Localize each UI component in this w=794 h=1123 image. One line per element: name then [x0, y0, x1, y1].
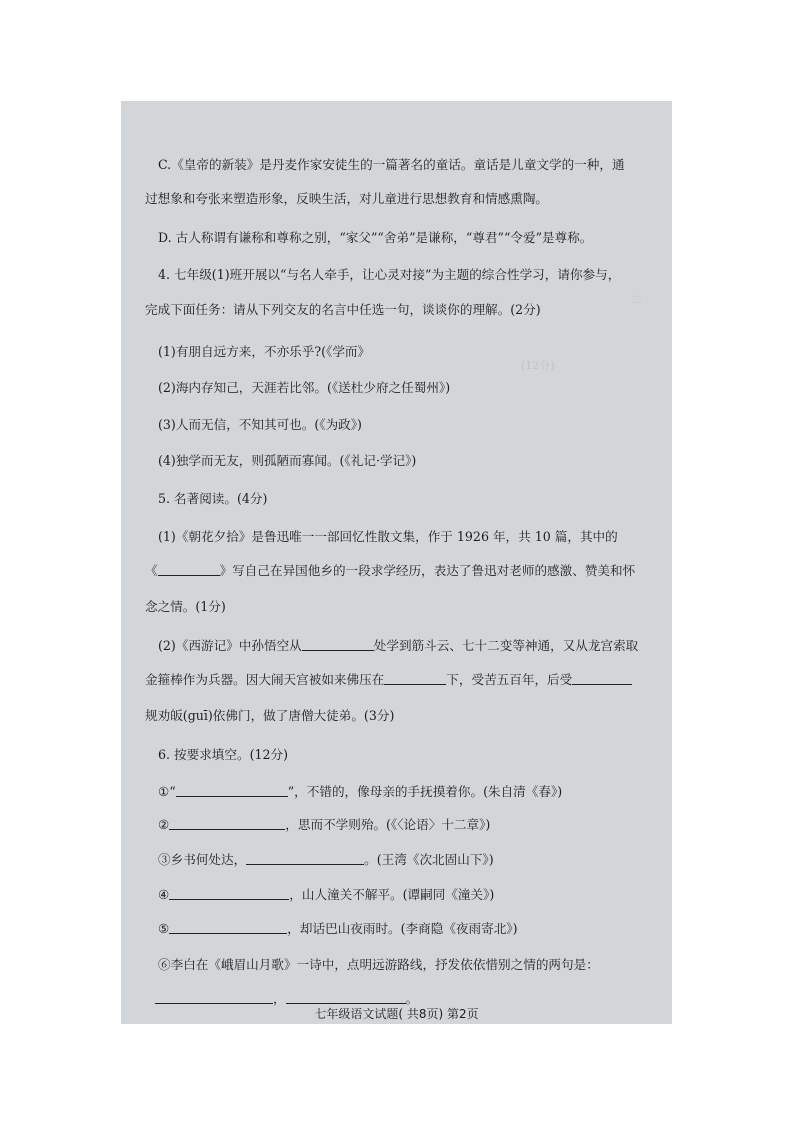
fill-item-6: ⑥李白在《峨眉山月歌》一诗中，点明远游路线，抒发依依惜别之情的两句是： [158, 957, 599, 972]
text-segment: 处学到筋斗云、七十二变等神通，又从龙宫索取 [373, 638, 639, 653]
text-segment: ”，不错的，像母亲的手抚摸着你。(朱自清《春》) [287, 784, 563, 799]
question-5-2-line2 [121, 672, 664, 688]
fill-item-4 [121, 887, 664, 903]
quote-3: (3)人而无信，不知其可也。(《为政》) [158, 417, 362, 432]
question-5-title: 5. 名著阅读。(4分) [158, 491, 268, 506]
fill-blank[interactable] [302, 638, 374, 651]
question-4-line1: 4. 七年级(1)班开展以“与名人牵手，让心灵对接”为主题的综合性学习，请你参与， [158, 267, 621, 282]
fill-blank[interactable] [286, 991, 406, 1004]
text-segment: 。(王湾《次北固山下》) [364, 852, 494, 867]
fill-item-2 [121, 817, 664, 833]
fill-item-6-answer [121, 991, 664, 1007]
fill-blank[interactable] [246, 852, 364, 865]
question-5-1-line1: (1)《朝花夕拾》是鲁迅唯一一部回忆性散文集，作于 1926 年，共 10 篇，其中的 [158, 529, 618, 544]
fill-blank[interactable] [155, 991, 273, 1004]
fill-blank[interactable] [169, 817, 285, 830]
quote-1: (1)有朋自远方来，不亦乐乎?(《学而》 [158, 344, 371, 359]
fill-blank[interactable] [176, 784, 288, 797]
text-segment: ，却话巴山夜雨时。(李商隐《夜雨寄北》) [287, 921, 518, 936]
text-segment: ①“ [158, 784, 176, 799]
exam-page [121, 101, 672, 1024]
fill-item-3 [121, 852, 664, 868]
question-4-line2: 完成下面任务：请从下列交友的名言中任选一句，谈谈你的理解。(2分) [145, 302, 541, 317]
fill-item-5 [121, 921, 664, 937]
question-5-2-line1 [121, 638, 664, 654]
text-segment: ② [158, 817, 170, 832]
text-segment: 》写自己在异国他乡的一段求学经历，表达了鲁迅对老师的感激、赞美和怀 [219, 563, 636, 578]
quote-4: (4)独学而无友，则孤陋而寡闻。(《礼记·学记》) [158, 453, 417, 468]
question-6-title: 6. 按要求填空。(12分) [158, 747, 289, 762]
text-segment: ， [273, 991, 286, 1006]
fill-blank[interactable] [158, 563, 220, 576]
text-segment: 下，受苦五百年，后受 [446, 672, 573, 687]
text-segment: ③乡书何处达， [158, 852, 247, 867]
fill-item-1 [121, 784, 664, 800]
text-segment: ④ [158, 887, 170, 902]
bleed-through-text: 二 [631, 293, 642, 306]
text-segment: ，山人潼关不解平。(谭嗣同《潼关》) [289, 887, 495, 902]
text-segment: 金箍棒作为兵器。因大闹天宫被如来佛压在 [145, 672, 385, 687]
question-5-1-line3: 念之情。(1分) [145, 599, 226, 614]
fill-blank[interactable] [384, 672, 446, 685]
question-5-1-line2 [121, 563, 664, 579]
question-5-2-line3: 规劝皈(guī)依佛门，做了唐僧大徒弟。(3分) [145, 708, 395, 723]
text-segment: ，思而不学则殆。(《〈论语〉十二章》) [285, 817, 491, 832]
text-segment: 。 [405, 991, 419, 1006]
text-segment: 《 [145, 563, 158, 578]
option-c-line1: C.《皇帝的新装》是丹麦作家安徒生的一篇著名的童话。童话是儿童文学的一种，通 [158, 157, 625, 172]
bleed-through-text: (12分) [521, 359, 555, 372]
text-segment: (2)《西游记》中孙悟空从 [158, 638, 302, 653]
fill-blank[interactable] [572, 672, 632, 685]
quote-2: (2)海内存知己，天涯若比邻。(《送杜少府之任蜀州》) [158, 380, 451, 395]
fill-blank[interactable] [169, 887, 289, 900]
option-c-line2: 过想象和夸张来塑造形象，反映生活，对儿童进行思想教育和情感熏陶。 [145, 191, 548, 206]
page-footer: 七年级语文试题( 共8页) 第2页 [314, 1007, 479, 1021]
fill-blank[interactable] [169, 921, 287, 934]
option-d: D. 古人称谓有谦称和尊称之别，“家父”“舍弟”是谦称，“尊君”“令爱”是尊称。 [158, 230, 593, 245]
text-segment: ⑤ [158, 921, 170, 936]
